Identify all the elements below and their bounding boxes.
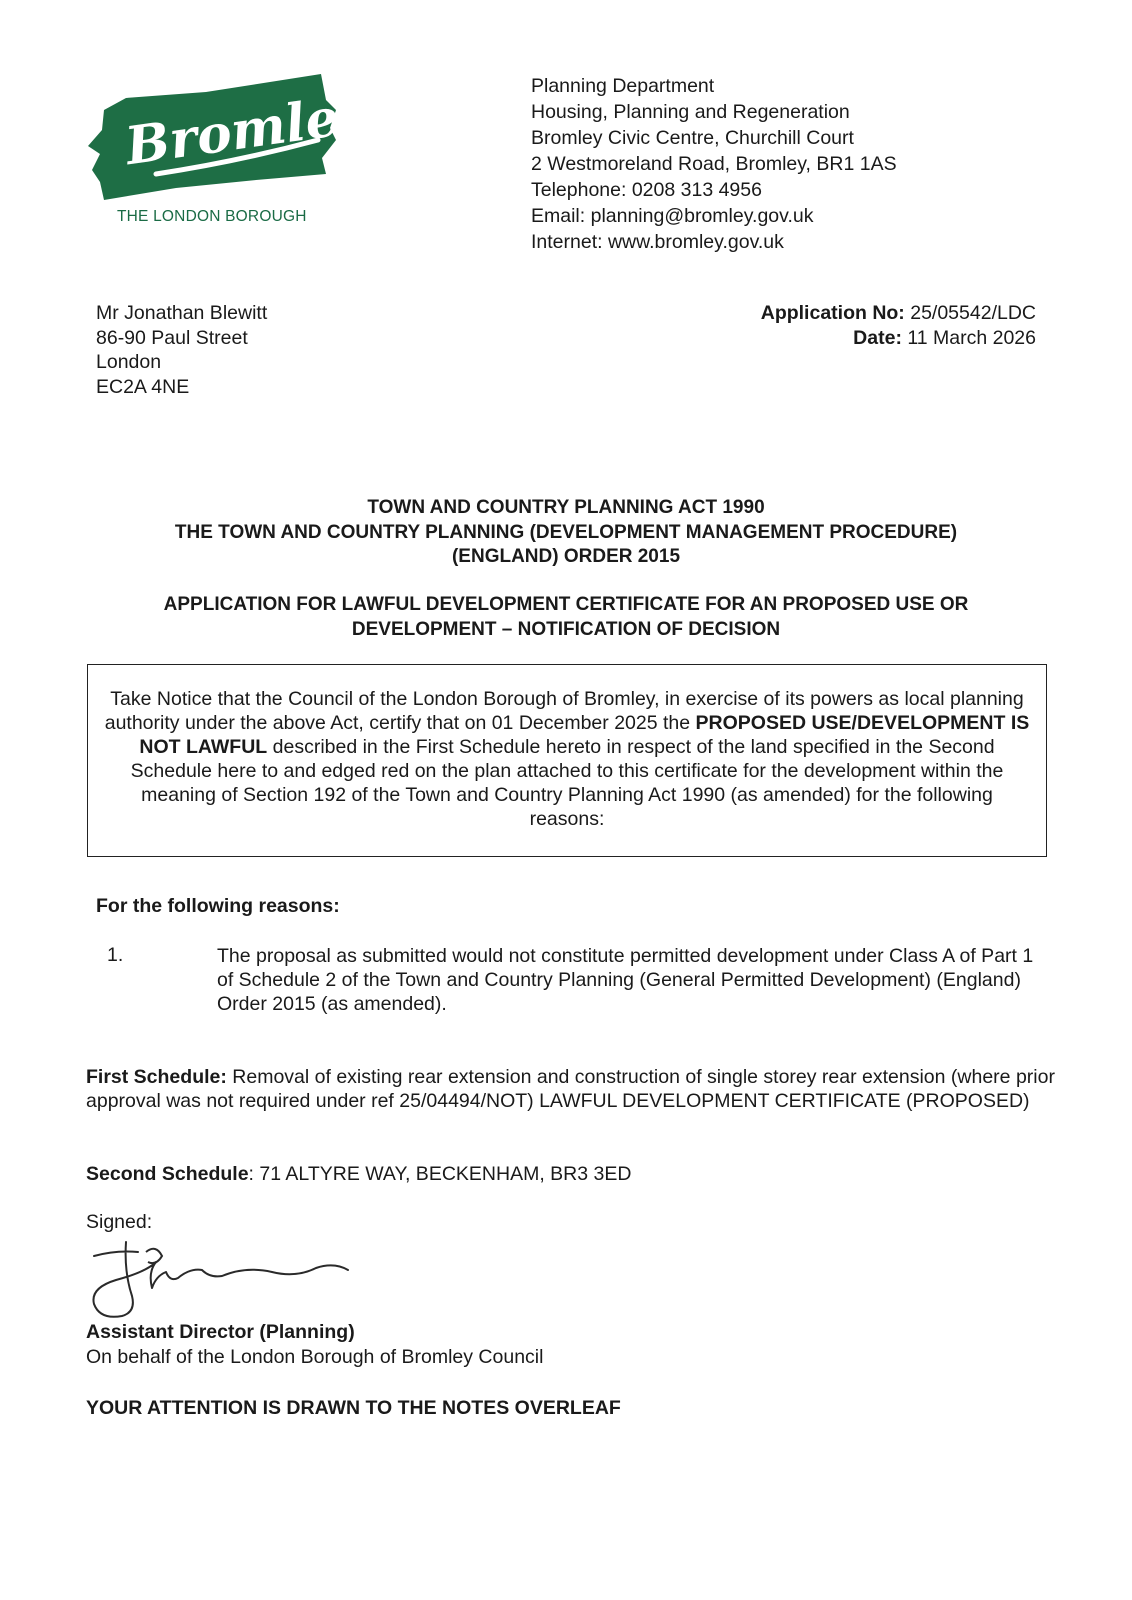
notice-text-1: Take Notice that the Council of the London Borough of Bromley, in exercise of its powers as local planning authority under the above Act, certify that on 01 December 2025 the xyxy=(104,688,1024,734)
reasons-heading: For the following reasons: xyxy=(96,895,340,917)
attention-notice: YOUR ATTENTION IS DRAWN TO THE NOTES OVERLEAF xyxy=(86,1397,621,1419)
first-schedule xyxy=(86,1065,1086,1113)
logo-wordmark: Bromley xyxy=(121,82,373,178)
signature-image xyxy=(86,1232,356,1322)
recipient-line: Mr Jonathan Blewitt xyxy=(96,302,268,324)
reason-text: The proposal as submitted would not constitute permitted development under Class A of Part 1 of Schedule 2 of the Town and Country Planning (General Permitted Development) (England) Order 2015 (as amended). xyxy=(217,945,1034,1015)
notice-box xyxy=(87,664,1047,857)
notice-decision: PROPOSED USE/DEVELOPMENT IS NOT LAWFUL xyxy=(139,712,1030,758)
act-title xyxy=(96,496,1036,570)
act-title-line: TOWN AND COUNTRY PLANNING ACT 1990 xyxy=(367,497,765,518)
dept-line: Email: planning@bromley.gov.uk xyxy=(531,205,814,227)
dept-line: Housing, Planning and Regeneration xyxy=(531,101,850,123)
signed-label: Signed: xyxy=(86,1211,153,1233)
act-title-line: THE TOWN AND COUNTRY PLANNING (DEVELOPMENT MANAGEMENT PROCEDURE) xyxy=(174,521,958,543)
recipient-address xyxy=(96,301,267,399)
recipient-line: London xyxy=(96,351,162,373)
application-no-value: 25/05542/LDC xyxy=(904,302,1036,324)
first-schedule-text: Removal of existing rear extension and construction of single storey rear extension (where prior approval was not required under ref 25/04494/NOT) LAWFUL DEVELOPMENT CERTIFICATE (PROPOSED) xyxy=(86,1066,1055,1112)
reason-number: 1. xyxy=(107,944,124,966)
signatory-role: Assistant Director (Planning) xyxy=(86,1321,355,1343)
signatory-block xyxy=(86,1320,543,1370)
date-label: Date: xyxy=(853,326,902,349)
application-title-line: DEVELOPMENT – NOTIFICATION OF DECISION xyxy=(351,618,781,640)
logo-caption: THE LONDON BOROUGH xyxy=(117,208,307,225)
application-title xyxy=(96,593,1036,642)
signatory-behalf: On behalf of the London Borough of Bromley Council xyxy=(86,1346,544,1368)
second-schedule-label: Second Schedule xyxy=(86,1163,249,1185)
dept-line: Internet: www.bromley.gov.uk xyxy=(531,231,784,253)
dept-line: Bromley Civic Centre, Churchill Court xyxy=(531,127,854,149)
date-value: 11 March 2026 xyxy=(901,326,1036,349)
bromley-logo xyxy=(86,70,373,230)
dept-line: 2 Westmoreland Road, Bromley, BR1 1AS xyxy=(531,153,897,175)
notice-text-2: described in the First Schedule hereto in respect of the land specified in the Second Schedule here to and edged red on the plan attached to this certificate for the development within the meaning of Section 192 of the Town and Country Planning Act 1990 (as amended) for the following reasons: xyxy=(130,736,1004,830)
act-title-line: (ENGLAND) ORDER 2015 xyxy=(451,546,681,567)
department-address xyxy=(531,73,897,255)
dept-line: Planning Department xyxy=(531,75,715,97)
recipient-line: EC2A 4NE xyxy=(96,375,190,398)
first-schedule-label: First Schedule: xyxy=(86,1066,227,1088)
application-reference xyxy=(761,301,1036,350)
recipient-line: 86-90 Paul Street xyxy=(96,326,248,349)
second-schedule xyxy=(86,1163,631,1186)
second-schedule-text: : 71 ALTYRE WAY, BECKENHAM, BR3 3ED xyxy=(248,1163,632,1185)
application-title-line: APPLICATION FOR LAWFUL DEVELOPMENT CERTIFICATE FOR AN PROPOSED USE OR xyxy=(163,594,969,615)
application-no-label: Application No: xyxy=(760,302,905,324)
dept-line: Telephone: 0208 313 4956 xyxy=(531,179,762,201)
